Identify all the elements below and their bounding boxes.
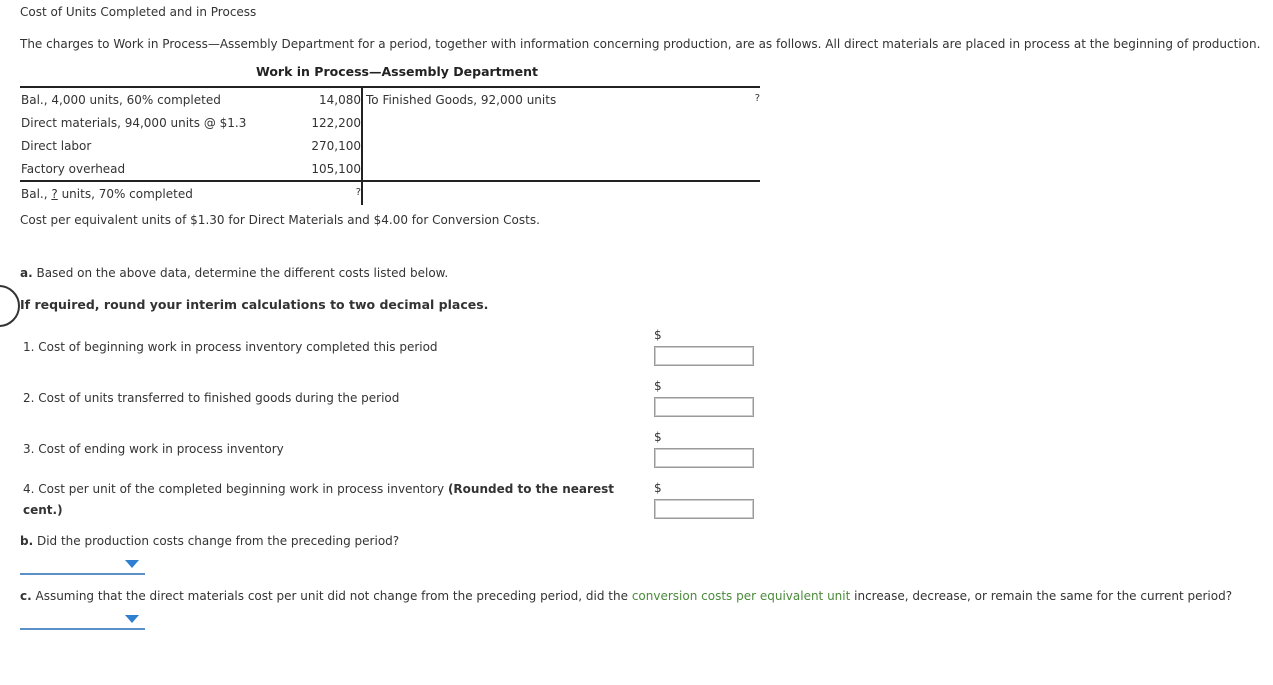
part-a-prompt [20, 266, 448, 280]
debit-label-factory-overhead: Factory overhead [21, 162, 126, 176]
part-b-prompt [20, 534, 399, 548]
page-title: Cost of Units Completed and in Process [20, 5, 257, 19]
question-2-text: 2. Cost of units transferred to finished goods during the period [23, 391, 400, 405]
chevron-down-icon [125, 615, 139, 623]
part-c-letter: c. [20, 589, 32, 603]
ending-balance-units-unknown: ? [51, 187, 58, 201]
question-2-answer-input[interactable] [654, 397, 754, 417]
part-a-text: Based on the above data, determine the different costs listed below. [32, 266, 449, 280]
question-3-answer-input[interactable] [654, 448, 754, 468]
rounding-instruction: If required, round your interim calculations to two decimal places. [20, 297, 489, 312]
part-c-text-after: increase, decrease, or remain the same for the current period? [850, 589, 1233, 603]
part-c-prompt [20, 589, 1232, 603]
t-account-balance-rule [20, 180, 760, 182]
t-account-title: Work in Process—Assembly Department [256, 64, 539, 79]
question-3-text: 3. Cost of ending work in process inventory [23, 442, 284, 456]
question-4-answer-input[interactable] [654, 499, 754, 519]
part-a-letter: a. [20, 266, 33, 280]
debit-label-direct-materials: Direct materials, 94,000 units @ $1.3 [21, 116, 247, 130]
problem-intro: The charges to Work in Process—Assembly Department for a period, together with information concerning production, are as follows. All direct materials are placed in process at the beginning of production. [20, 37, 1261, 51]
ending-balance-amount: ? [355, 187, 361, 198]
debit-amount-beginning-balance: 14,080 [319, 93, 361, 107]
question-4-text-line2: cent.) [23, 503, 63, 517]
question-4-text-line1 [23, 482, 614, 496]
ending-balance-suffix: units, 70% completed [57, 187, 193, 201]
debit-amount-direct-materials: 122,200 [311, 116, 361, 130]
ending-balance-label [21, 187, 193, 201]
debit-amount-direct-labor: 270,100 [311, 139, 361, 153]
question-1-text: 1. Cost of beginning work in process inventory completed this period [23, 340, 438, 354]
question-2-currency: $ [654, 379, 662, 393]
question-4-text: 4. Cost per unit of the completed beginning work in process inventory [23, 482, 448, 496]
ending-balance-prefix: Bal., [21, 187, 52, 201]
question-4-rounding-note: (Rounded to the nearest [447, 482, 614, 496]
debit-label-beginning-balance: Bal., 4,000 units, 60% completed [21, 93, 221, 107]
step-indicator-circle [0, 285, 20, 327]
question-1-answer-input[interactable] [654, 346, 754, 366]
cost-per-eu-note: Cost per equivalent units of $1.30 for Direct Materials and $4.00 for Conversion Costs. [20, 213, 540, 227]
question-3-currency: $ [654, 430, 662, 444]
debit-label-direct-labor: Direct labor [21, 139, 92, 153]
debit-amount-factory-overhead: 105,100 [311, 162, 361, 176]
t-account-center-rule [361, 86, 363, 205]
credit-amount-finished-goods: ? [754, 93, 760, 104]
chevron-down-icon [125, 560, 139, 568]
credit-label-finished-goods: To Finished Goods, 92,000 units [366, 93, 557, 107]
part-b-text: Did the production costs change from the preceding period? [33, 534, 400, 548]
question-4-currency: $ [654, 481, 662, 495]
conversion-costs-glossary-link[interactable]: conversion costs per equivalent unit [631, 589, 851, 603]
part-c-answer-dropdown[interactable] [20, 610, 145, 630]
part-b-answer-dropdown[interactable] [20, 555, 145, 575]
question-1-currency: $ [654, 328, 662, 342]
part-b-letter: b. [20, 534, 34, 548]
part-c-text-before: Assuming that the direct materials cost per unit did not change from the preceding period, did the [31, 589, 632, 603]
t-account-top-rule [20, 86, 760, 88]
